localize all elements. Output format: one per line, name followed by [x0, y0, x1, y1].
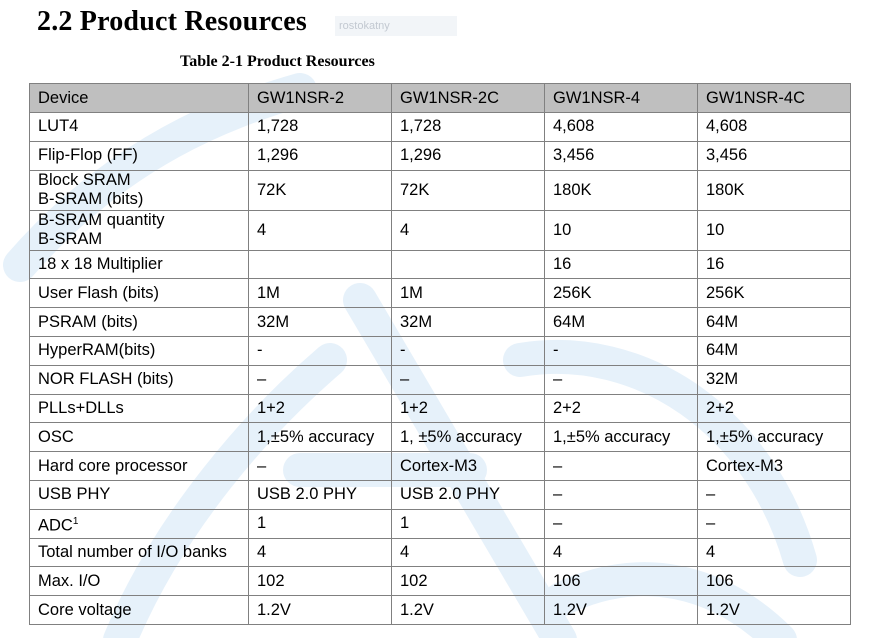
- row-label-text: 18 x 18 Multiplier: [38, 254, 163, 273]
- table-row: [30, 509, 851, 538]
- table-cell: 2+2: [698, 394, 851, 423]
- table-cell: 4: [249, 210, 392, 250]
- row-label: [30, 210, 249, 250]
- table-cell: –: [545, 509, 698, 538]
- row-label-text: NOR FLASH (bits): [38, 370, 174, 389]
- header-cell: GW1NSR-2: [249, 84, 392, 113]
- row-label: [30, 480, 249, 509]
- header-cell: GW1NSR-2C: [392, 84, 545, 113]
- table-cell: 1,296: [392, 141, 545, 170]
- row-label: [30, 596, 249, 625]
- table-cell: 72K: [249, 170, 392, 210]
- row-label-text: Total number of I/O banks: [38, 542, 227, 561]
- table-cell: 180K: [698, 170, 851, 210]
- table-row: [30, 538, 851, 567]
- row-label-text: PLLs+DLLs: [38, 398, 124, 417]
- table-cell: 1+2: [249, 394, 392, 423]
- table-row: [30, 210, 851, 250]
- row-label: [30, 423, 249, 452]
- table-cell: –: [545, 365, 698, 394]
- table-cell: 32M: [698, 365, 851, 394]
- row-label-text: Max. I/O: [38, 571, 101, 590]
- table-cell: 256K: [545, 279, 698, 308]
- table-cell: 1,±5% accuracy: [698, 423, 851, 452]
- table-cell: 1: [249, 509, 392, 538]
- table-row: [30, 423, 851, 452]
- row-label-text: Flip-Flop (FF): [38, 146, 138, 165]
- row-label-text: OSC: [38, 427, 74, 446]
- table-row: [30, 170, 851, 210]
- row-label: [30, 394, 249, 423]
- header-cell: GW1NSR-4C: [698, 84, 851, 113]
- table-row: [30, 336, 851, 365]
- table-cell: 1.2V: [249, 596, 392, 625]
- row-label: [30, 308, 249, 337]
- table-cell: 180K: [545, 170, 698, 210]
- table-cell: 106: [545, 567, 698, 596]
- table-cell: 1,728: [392, 113, 545, 142]
- table-cell: 1, ±5% accuracy: [392, 423, 545, 452]
- row-label-text: LUT4: [38, 117, 79, 136]
- row-label: [30, 113, 249, 142]
- row-label: [30, 567, 249, 596]
- table-row: [30, 308, 851, 337]
- row-label-text: ADC: [38, 516, 73, 535]
- row-label-text: HyperRAM(bits): [38, 341, 156, 360]
- table-cell: 4: [698, 538, 851, 567]
- table-cell: 1.2V: [545, 596, 698, 625]
- table-row: [30, 279, 851, 308]
- table-cell: 1.2V: [698, 596, 851, 625]
- table-cell: –: [249, 452, 392, 481]
- overlay-text: rostokatny: [335, 16, 457, 36]
- table-cell: 32M: [392, 308, 545, 337]
- row-label-text: USB PHY: [38, 485, 111, 504]
- table-cell: 1+2: [392, 394, 545, 423]
- table-cell: 1M: [392, 279, 545, 308]
- table-row: [30, 394, 851, 423]
- table-cell: 64M: [545, 308, 698, 337]
- table-cell: 1,±5% accuracy: [249, 423, 392, 452]
- table-cell: 3,456: [698, 141, 851, 170]
- table-cell: 4,608: [698, 113, 851, 142]
- table-cell: 106: [698, 567, 851, 596]
- table-cell: –: [249, 365, 392, 394]
- table-cell: 4: [392, 210, 545, 250]
- table-cell: -: [249, 336, 392, 365]
- row-label-text: Core voltage: [38, 600, 132, 619]
- table-cell: –: [392, 365, 545, 394]
- header-cell: Device: [30, 84, 249, 113]
- table-cell: –: [545, 480, 698, 509]
- table-cell: -: [392, 336, 545, 365]
- table-cell: 102: [249, 567, 392, 596]
- row-label-text: PSRAM (bits): [38, 312, 138, 331]
- table-cell: 2+2: [545, 394, 698, 423]
- table-header-row: [30, 84, 851, 113]
- table-row: [30, 141, 851, 170]
- table-row: [30, 113, 851, 142]
- table-cell: 16: [545, 250, 698, 279]
- table-cell: 1,296: [249, 141, 392, 170]
- table-row: [30, 480, 851, 509]
- row-label: [30, 538, 249, 567]
- table-cell: 72K: [392, 170, 545, 210]
- row-label-text: User Flash (bits): [38, 283, 160, 302]
- table-cell: 1,±5% accuracy: [545, 423, 698, 452]
- row-label: [30, 452, 249, 481]
- table-cell: 16: [698, 250, 851, 279]
- table-cell: USB 2.0 PHY: [392, 480, 545, 509]
- table-cell: 1,728: [249, 113, 392, 142]
- product-resources-table: [29, 83, 851, 625]
- table-cell: –: [545, 452, 698, 481]
- table-cell: 32M: [249, 308, 392, 337]
- table-cell: 10: [545, 210, 698, 250]
- table-row: [30, 596, 851, 625]
- row-label-text: Block SRAM B-SRAM (bits): [38, 171, 144, 209]
- row-label: [30, 170, 249, 210]
- row-label: [30, 141, 249, 170]
- row-label: [30, 365, 249, 394]
- table-cell: 3,456: [545, 141, 698, 170]
- table-cell: –: [698, 509, 851, 538]
- table-cell: [249, 250, 392, 279]
- row-label: [30, 509, 249, 538]
- table-cell: 256K: [698, 279, 851, 308]
- table-cell: 4: [545, 538, 698, 567]
- table-cell: Cortex-M3: [698, 452, 851, 481]
- table-cell: 4,608: [545, 113, 698, 142]
- table-cell: Cortex-M3: [392, 452, 545, 481]
- table-body: [30, 113, 851, 625]
- section-heading: 2.2 Product Resources: [37, 6, 307, 37]
- table-cell: –: [698, 480, 851, 509]
- table-row: [30, 567, 851, 596]
- table-cell: 10: [698, 210, 851, 250]
- table-cell: 4: [249, 538, 392, 567]
- row-label: [30, 336, 249, 365]
- table-row: [30, 365, 851, 394]
- table-cell: [392, 250, 545, 279]
- table-cell: USB 2.0 PHY: [249, 480, 392, 509]
- table-cell: 64M: [698, 336, 851, 365]
- table-cell: 4: [392, 538, 545, 567]
- row-label-text: Hard core processor: [38, 456, 188, 475]
- table-row: [30, 250, 851, 279]
- table-row: [30, 452, 851, 481]
- header-cell: GW1NSR-4: [545, 84, 698, 113]
- footnote-marker: 1: [72, 515, 79, 527]
- row-label-text: B-SRAM quantity B-SRAM: [38, 211, 165, 249]
- table-cell: 64M: [698, 308, 851, 337]
- row-label: [30, 279, 249, 308]
- table-caption: Table 2-1 Product Resources: [180, 53, 375, 70]
- table-cell: 1: [392, 509, 545, 538]
- row-label: [30, 250, 249, 279]
- table-cell: -: [545, 336, 698, 365]
- table-cell: 102: [392, 567, 545, 596]
- table-cell: 1M: [249, 279, 392, 308]
- table-cell: 1.2V: [392, 596, 545, 625]
